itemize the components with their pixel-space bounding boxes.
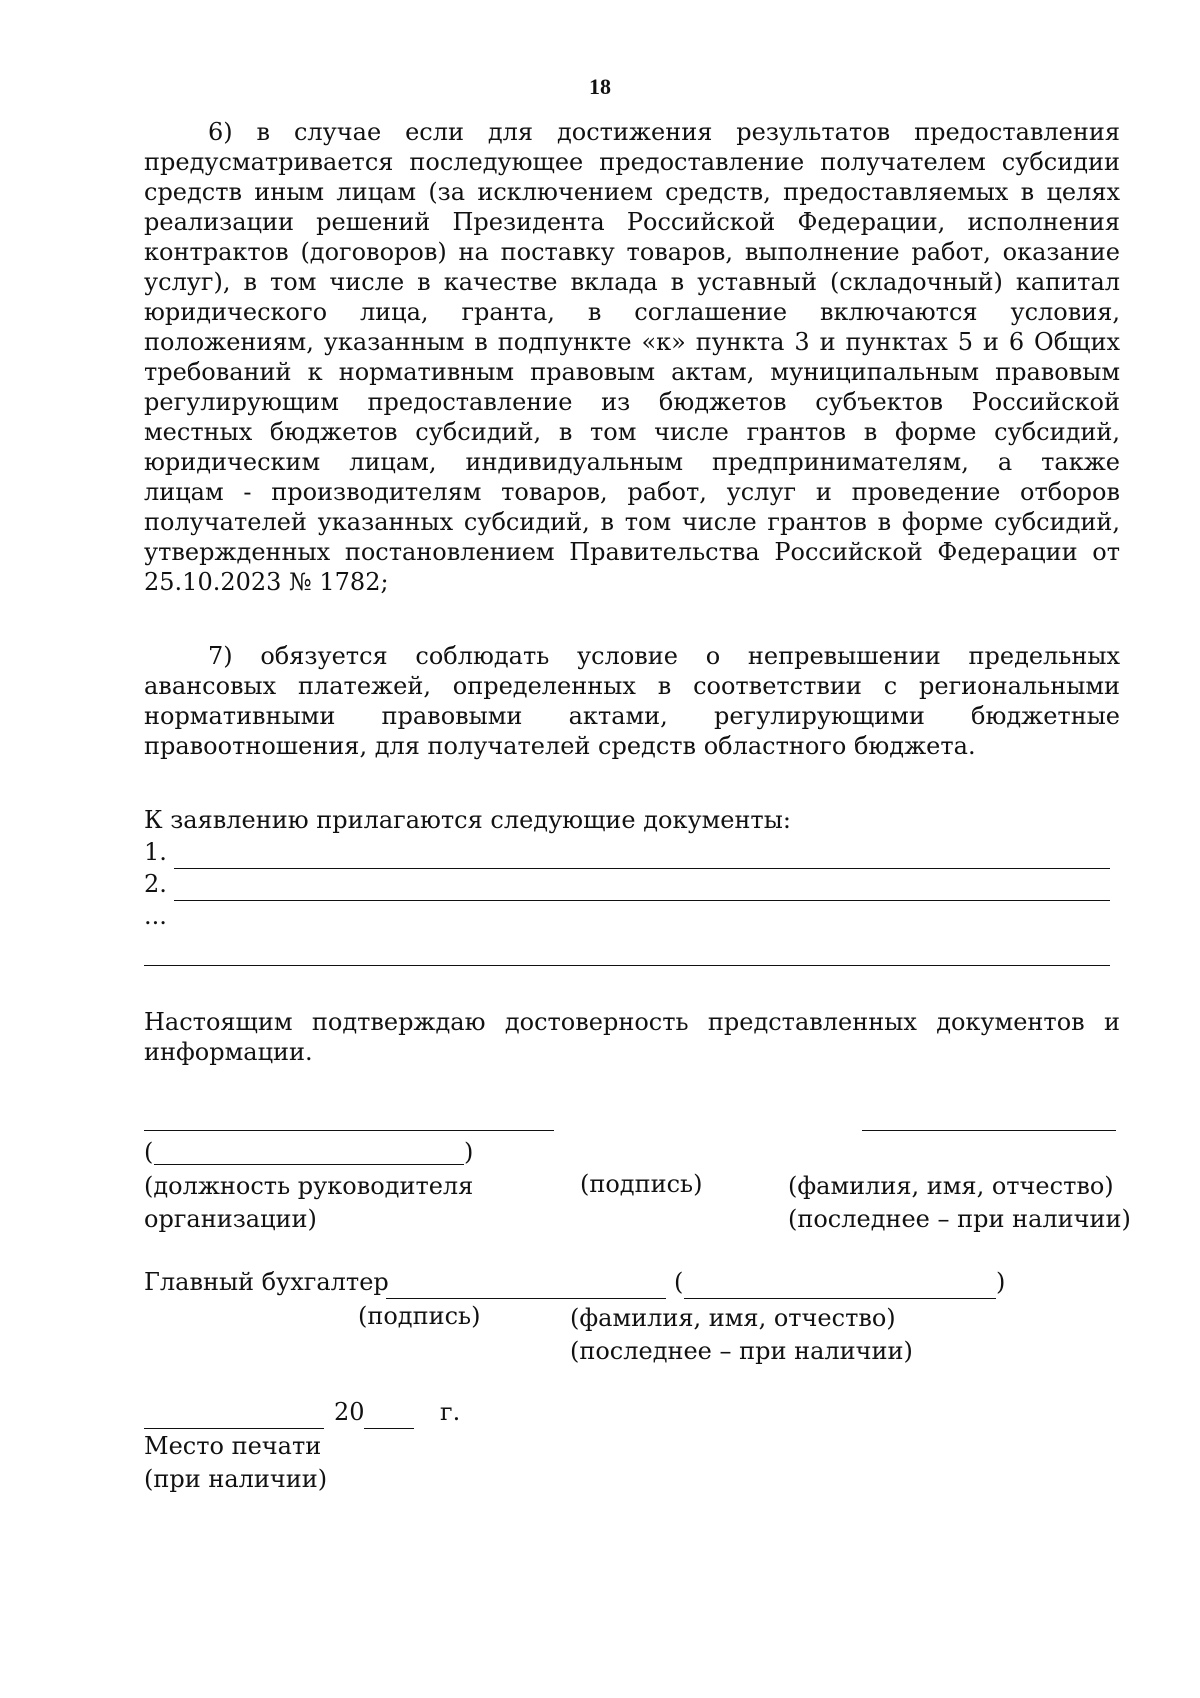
item-6-line: контрактов (договоров) на поставку товаров, выполнение работ, оказание xyxy=(144,238,1120,266)
item-6-line: 25.10.2023 № 1782; xyxy=(144,568,389,596)
confirmation-line: Настоящим подтверждаю достоверность представленных документов и xyxy=(144,1008,1120,1036)
item-6-line: требований к нормативным правовым актам, муниципальным правовым xyxy=(144,358,1120,386)
stamp-caption-line-2: (при наличии) xyxy=(144,1464,328,1493)
date-day-month-line[interactable] xyxy=(144,1428,324,1429)
attachment-item-1-line[interactable] xyxy=(174,868,1110,869)
accountant-fio-caption xyxy=(570,1302,913,1367)
item-6-line: лицам - производителям товаров, работ, услуг и проведение отборов xyxy=(144,478,1120,506)
accountant-label: Главный бухгалтер xyxy=(144,1268,389,1296)
item-6-line: предусматривается последующее предоставление получателем субсидии xyxy=(144,148,1120,176)
head-fio-caption-line-2: (последнее – при наличии) xyxy=(788,1204,1131,1233)
accountant-signature-caption: (подпись) xyxy=(358,1302,481,1330)
item-7-line: правоотношения, для получателей средств областного бюджета. xyxy=(144,732,976,760)
accountant-paren-close: ) xyxy=(996,1268,1006,1296)
accountant-fio-caption-line-2: (последнее – при наличии) xyxy=(570,1336,913,1365)
confirmation-paragraph xyxy=(144,1006,1120,1066)
position-caption xyxy=(144,1170,473,1235)
item-7-line: 7) обязуется соблюдать условие о непревышении предельных xyxy=(208,642,1120,670)
item-6-line: местных бюджетов субсидий, в том числе грантов в форме субсидий, xyxy=(144,418,1120,446)
accountant-fio-line[interactable] xyxy=(684,1298,996,1299)
date-year-prefix: 20 xyxy=(334,1398,365,1426)
date-year-suffix: г. xyxy=(440,1398,461,1426)
confirmation-line: информации. xyxy=(144,1038,313,1066)
position-paren-close: ) xyxy=(464,1138,474,1166)
item-6-line: реализации решений Президента Российской Федерации, исполнения xyxy=(144,208,1120,236)
head-signature-caption: (подпись) xyxy=(580,1170,703,1198)
item-6-line: средств иным лицам (за исключением средств, предоставляемых в целях xyxy=(144,178,1120,206)
accountant-fio-caption-line-1: (фамилия, имя, отчество) xyxy=(570,1304,896,1332)
date-year-line[interactable] xyxy=(364,1428,414,1429)
attachment-item-1-number: 1. xyxy=(144,838,167,866)
item-7-line: авансовых платежей, определенных в соответствии с региональными xyxy=(144,672,1120,700)
item-7-line: нормативными правовыми актами, регулирующими бюджетные xyxy=(144,702,1120,730)
item-6-line: получателей указанных субсидий, в том числе грантов в форме субсидий, xyxy=(144,508,1120,536)
stamp-caption-line-1: Место печати xyxy=(144,1432,322,1460)
stamp-caption xyxy=(144,1430,327,1495)
position-line[interactable] xyxy=(144,1130,554,1131)
position-caption-line-1: (должность руководителя xyxy=(144,1172,474,1200)
position-caption-line-2: организации) xyxy=(144,1204,317,1233)
accountant-paren-open: ( xyxy=(674,1268,684,1296)
accountant-signature-line[interactable] xyxy=(386,1298,666,1299)
item-6-line: 6) в случае если для достижения результатов предоставления xyxy=(208,118,1120,146)
item-6-line: юридического лица, гранта, в соглашение включаются условия, xyxy=(144,298,1120,326)
attachment-item-2-number: 2. xyxy=(144,870,167,898)
item-6-line: услуг), в том числе в качестве вклада в уставный (складочный) капитал xyxy=(144,268,1120,296)
head-fio-caption-line-1: (фамилия, имя, отчество) xyxy=(788,1172,1114,1200)
head-fio-line[interactable] xyxy=(154,1164,464,1165)
head-fio-caption xyxy=(788,1170,1131,1235)
item-6-paragraph xyxy=(144,116,1120,596)
attachment-ellipsis: ... xyxy=(144,902,167,930)
item-6-line: юридическим лицам, индивидуальным предпринимателям, а также xyxy=(144,448,1120,476)
head-signature-line[interactable] xyxy=(862,1130,1116,1131)
item-7-paragraph xyxy=(144,640,1120,760)
attachment-item-2-line[interactable] xyxy=(174,900,1110,901)
page-number: 18 xyxy=(589,74,611,99)
attachments-heading: К заявлению прилагаются следующие документы: xyxy=(144,806,791,834)
item-6-line: регулирующим предоставление из бюджетов субъектов Российской xyxy=(144,388,1120,416)
attachment-extra-line[interactable] xyxy=(144,965,1110,966)
item-6-line: утвержденных постановлением Правительства Российской Федерации от xyxy=(144,538,1120,566)
position-paren-open: ( xyxy=(144,1138,154,1166)
item-6-line: положениям, указанным в подпункте «к» пункта 3 и пунктах 5 и 6 Общих xyxy=(144,328,1120,356)
